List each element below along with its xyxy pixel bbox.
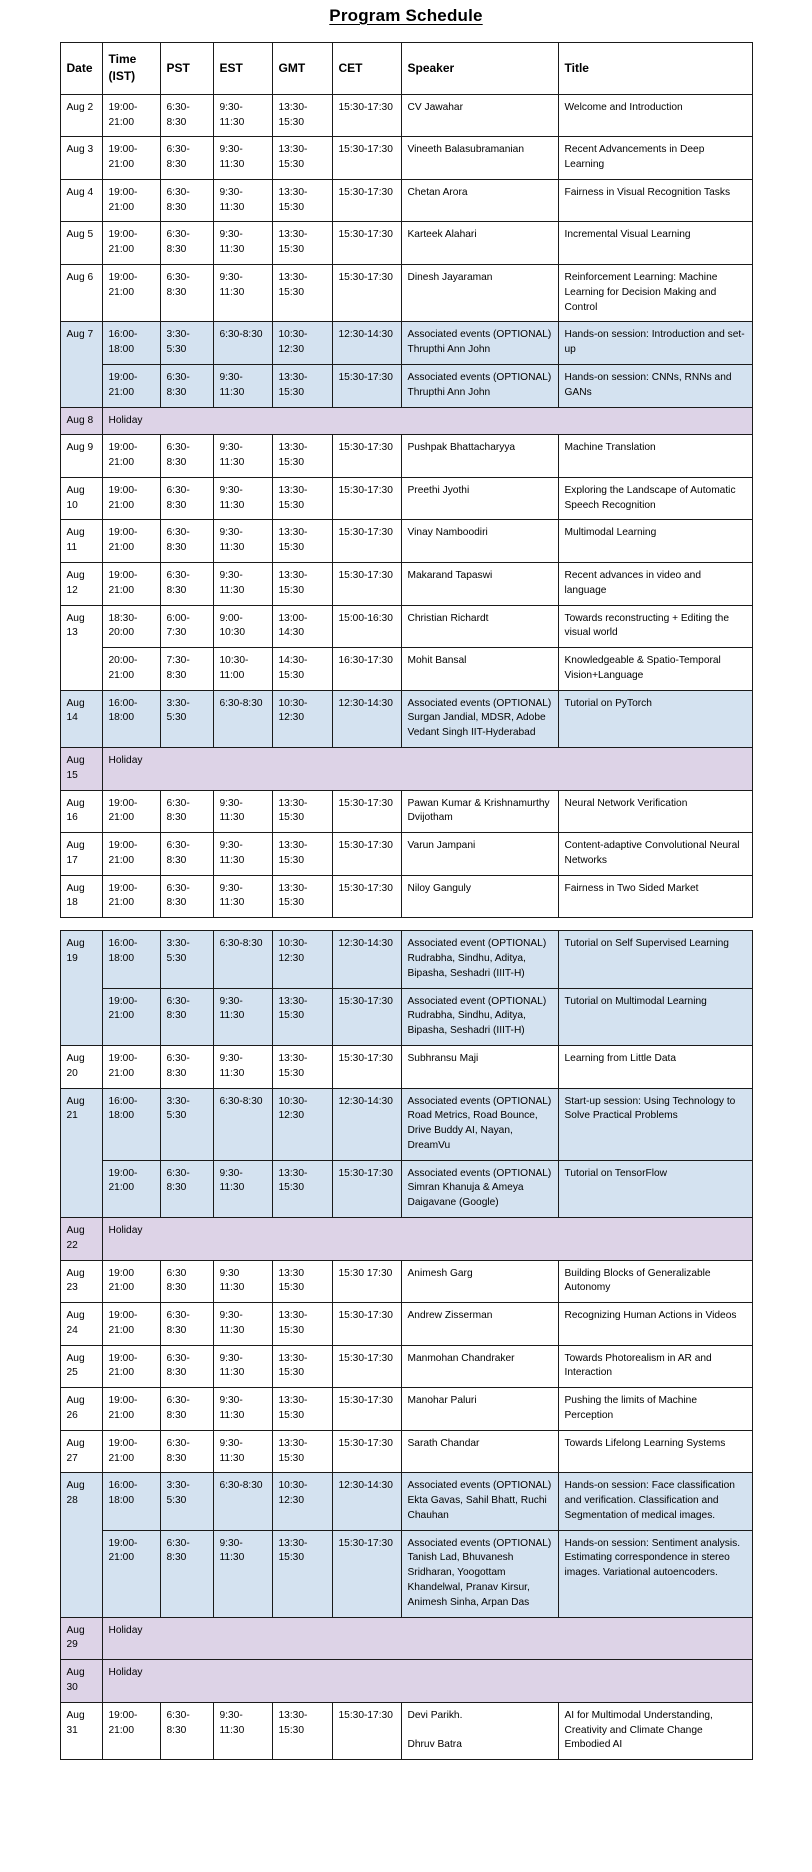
cell-time-ist: 19:00-21:00 [102, 477, 160, 520]
cell-gmt: 13:30-15:30 [272, 435, 332, 478]
cell-pst: 3:30-5:30 [160, 322, 213, 365]
cell-gmt: 13:30-15:30 [272, 1045, 332, 1088]
cell-time-ist: 19:00-21:00 [102, 1160, 160, 1217]
cell-pst: 6:30-8:30 [160, 94, 213, 137]
table-row [60, 1702, 752, 1759]
cell-pst: 3:30-5:30 [160, 931, 213, 988]
table-row [60, 748, 752, 791]
cell-pst: 3:30-5:30 [160, 1088, 213, 1160]
cell-pst: 6:30-8:30 [160, 435, 213, 478]
cell-gmt: 13:30-15:30 [272, 1303, 332, 1346]
cell-cet: 15:30-17:30 [332, 875, 401, 918]
cell-cet: 15:30-17:30 [332, 435, 401, 478]
cell-est: 10:30-11:00 [213, 648, 272, 691]
table-row [60, 833, 752, 876]
cell-gmt: 13:30-15:30 [272, 137, 332, 180]
cell-gmt: 13:30-15:30 [272, 1430, 332, 1473]
cell-est: 6:30-8:30 [213, 931, 272, 988]
cell-title: Hands-on session: Sentiment analysis. Estimating correspondence in stereo images. Variational autoencoders. [558, 1530, 752, 1617]
table-row [60, 477, 752, 520]
cell-gmt: 13:00-14:30 [272, 605, 332, 648]
cell-est: 9:30-11:30 [213, 1345, 272, 1388]
cell-date: Aug 12 [60, 562, 102, 605]
cell-gmt: 14:30-15:30 [272, 648, 332, 691]
cell-cet: 15:30-17:30 [332, 265, 401, 322]
cell-title: Reinforcement Learning: Machine Learning for Decision Making and Control [558, 265, 752, 322]
table-row [60, 520, 752, 563]
cell-pst: 6:30-8:30 [160, 1160, 213, 1217]
cell-title: Start-up session: Using Technology to Solve Practical Problems [558, 1088, 752, 1160]
cell-speaker: Subhransu Maji [401, 1045, 558, 1088]
cell-est: 6:30-8:30 [213, 322, 272, 365]
cell-est: 9:30-11:30 [213, 179, 272, 222]
cell-speaker: Associated events (OPTIONAL) Surgan Jandial, MDSR, Adobe Vedant Singh IIT-Hyderabad [401, 690, 558, 747]
cell-pst: 6:30 8:30 [160, 1260, 213, 1303]
cell-pst: 6:30-8:30 [160, 1303, 213, 1346]
cell-title: Towards Lifelong Learning Systems [558, 1430, 752, 1473]
cell-est: 9:30-11:30 [213, 1702, 272, 1759]
cell-cet: 15:30-17:30 [332, 1530, 401, 1617]
cell-gmt: 13:30 15:30 [272, 1260, 332, 1303]
cell-title: Towards reconstructing + Editing the visual world [558, 605, 752, 648]
cell-date: Aug 26 [60, 1388, 102, 1431]
cell-speaker: Pawan Kumar & Krishnamurthy Dvijotham [401, 790, 558, 833]
table-row [60, 1045, 752, 1088]
table-row [60, 1088, 752, 1160]
cell-gmt: 13:30-15:30 [272, 1702, 332, 1759]
cell-date: Aug 10 [60, 477, 102, 520]
table-row [60, 179, 752, 222]
cell-date: Aug 22 [60, 1217, 102, 1260]
cell-speaker: Vinay Namboodiri [401, 520, 558, 563]
table-row [60, 407, 752, 435]
table-row [60, 875, 752, 918]
table-row [60, 1473, 752, 1530]
col-header-time-ist: Time (IST) [102, 43, 160, 95]
cell-title: Knowledgeable & Spatio-Temporal Vision+Language [558, 648, 752, 691]
cell-time-ist: 16:00-18:00 [102, 322, 160, 365]
cell-date: Aug 7 [60, 322, 102, 407]
cell-title: Hands-on session: Introduction and set-up [558, 322, 752, 365]
cell-speaker: Associated event (OPTIONAL) Rudrabha, Sindhu, Aditya, Bipasha, Seshadri (IIIT-H) [401, 988, 558, 1045]
cell-title: Pushing the limits of Machine Perception [558, 1388, 752, 1431]
cell-est: 9:30-11:30 [213, 988, 272, 1045]
cell-time-ist: 19:00-21:00 [102, 520, 160, 563]
table-row [60, 605, 752, 648]
cell-title: Welcome and Introduction [558, 94, 752, 137]
cell-time-ist: 19:00-21:00 [102, 179, 160, 222]
cell-title: Multimodal Learning [558, 520, 752, 563]
cell-gmt: 10:30-12:30 [272, 931, 332, 988]
cell-gmt: 13:30-15:30 [272, 1345, 332, 1388]
table-row [60, 265, 752, 322]
cell-time-ist: 19:00 21:00 [102, 1260, 160, 1303]
cell-title: Tutorial on Multimodal Learning [558, 988, 752, 1045]
cell-cet: 15:30-17:30 [332, 520, 401, 563]
table-row [60, 931, 752, 988]
table-row [60, 988, 752, 1045]
cell-speaker: Christian Richardt [401, 605, 558, 648]
cell-date: Aug 27 [60, 1430, 102, 1473]
cell-date: Aug 11 [60, 520, 102, 563]
cell-holiday: Holiday [102, 1217, 752, 1260]
cell-est: 9:30-11:30 [213, 265, 272, 322]
cell-est: 9:30-11:30 [213, 1430, 272, 1473]
cell-speaker: Animesh Garg [401, 1260, 558, 1303]
cell-date: Aug 31 [60, 1702, 102, 1759]
cell-est: 9:30-11:30 [213, 477, 272, 520]
cell-speaker: Devi Parikh. Dhruv Batra [401, 1702, 558, 1759]
cell-est: 9:30-11:30 [213, 1045, 272, 1088]
cell-pst: 6:30-8:30 [160, 222, 213, 265]
cell-holiday: Holiday [102, 1617, 752, 1660]
cell-cet: 15:30-17:30 [332, 222, 401, 265]
cell-title: Tutorial on TensorFlow [558, 1160, 752, 1217]
cell-est: 9:30-11:30 [213, 790, 272, 833]
cell-speaker: Sarath Chandar [401, 1430, 558, 1473]
cell-est: 9:30-11:30 [213, 1388, 272, 1431]
table-row [60, 1303, 752, 1346]
cell-date: Aug 24 [60, 1303, 102, 1346]
cell-title: Fairness in Two Sided Market [558, 875, 752, 918]
cell-speaker: Associated events (OPTIONAL) Tanish Lad, Bhuvanesh Sridharan, Yoogottam Khandelwal, Pranav Kirsur, Animesh Sinha, Arpan Das [401, 1530, 558, 1617]
cell-cet: 15:30-17:30 [332, 179, 401, 222]
cell-est: 9:30-11:30 [213, 364, 272, 407]
cell-pst: 6:30-8:30 [160, 833, 213, 876]
cell-gmt: 10:30-12:30 [272, 322, 332, 365]
cell-cet: 16:30-17:30 [332, 648, 401, 691]
cell-cet: 12:30-14:30 [332, 1473, 401, 1530]
table-row [60, 1345, 752, 1388]
cell-title: Recent advances in video and language [558, 562, 752, 605]
cell-pst: 6:00-7:30 [160, 605, 213, 648]
cell-date: Aug 9 [60, 435, 102, 478]
cell-date: Aug 17 [60, 833, 102, 876]
cell-speaker: Chetan Arora [401, 179, 558, 222]
cell-cet: 15:30 17:30 [332, 1260, 401, 1303]
cell-time-ist: 19:00-21:00 [102, 435, 160, 478]
cell-gmt: 13:30-15:30 [272, 1388, 332, 1431]
cell-date: Aug 13 [60, 605, 102, 690]
cell-cet: 15:30-17:30 [332, 562, 401, 605]
cell-time-ist: 19:00-21:00 [102, 875, 160, 918]
cell-speaker: Associated events (OPTIONAL) Ekta Gavas, Sahil Bhatt, Ruchi Chauhan [401, 1473, 558, 1530]
cell-time-ist: 19:00-21:00 [102, 364, 160, 407]
cell-gmt: 13:30-15:30 [272, 875, 332, 918]
cell-time-ist: 19:00-21:00 [102, 137, 160, 180]
cell-time-ist: 16:00-18:00 [102, 1088, 160, 1160]
cell-speaker: Mohit Bansal [401, 648, 558, 691]
cell-est: 9:30-11:30 [213, 435, 272, 478]
cell-pst: 6:30-8:30 [160, 562, 213, 605]
cell-date: Aug 5 [60, 222, 102, 265]
cell-gmt: 10:30-12:30 [272, 1473, 332, 1530]
cell-est: 9:30-11:30 [213, 94, 272, 137]
table-row [60, 1217, 752, 1260]
cell-speaker: Associated events (OPTIONAL) Thrupthi Ann John [401, 322, 558, 365]
table-row [60, 1260, 752, 1303]
cell-date: Aug 3 [60, 137, 102, 180]
table-row [60, 1430, 752, 1473]
cell-est: 9:30 11:30 [213, 1260, 272, 1303]
cell-time-ist: 19:00-21:00 [102, 1702, 160, 1759]
cell-speaker: Pushpak Bhattacharyya [401, 435, 558, 478]
cell-time-ist: 20:00-21:00 [102, 648, 160, 691]
table-row [60, 1160, 752, 1217]
cell-title: Learning from Little Data [558, 1045, 752, 1088]
cell-est: 9:30-11:30 [213, 833, 272, 876]
cell-speaker: Varun Jampani [401, 833, 558, 876]
cell-speaker: Manohar Paluri [401, 1388, 558, 1431]
cell-title: Towards Photorealism in AR and Interaction [558, 1345, 752, 1388]
table-row [60, 1660, 752, 1703]
cell-speaker: Makarand Tapaswi [401, 562, 558, 605]
cell-gmt: 13:30-15:30 [272, 265, 332, 322]
cell-cet: 15:30-17:30 [332, 1388, 401, 1431]
cell-cet: 12:30-14:30 [332, 690, 401, 747]
cell-holiday: Holiday [102, 748, 752, 791]
cell-title: Recent Advancements in Deep Learning [558, 137, 752, 180]
table-row [60, 690, 752, 747]
cell-speaker: Manmohan Chandraker [401, 1345, 558, 1388]
cell-date: Aug 30 [60, 1660, 102, 1703]
cell-speaker: CV Jawahar [401, 94, 558, 137]
table-row [60, 790, 752, 833]
cell-pst: 6:30-8:30 [160, 1702, 213, 1759]
cell-title: Recognizing Human Actions in Videos [558, 1303, 752, 1346]
cell-time-ist: 19:00-21:00 [102, 1430, 160, 1473]
cell-date: Aug 28 [60, 1473, 102, 1617]
cell-title: Exploring the Landscape of Automatic Speech Recognition [558, 477, 752, 520]
table-row [60, 322, 752, 365]
cell-title: Content-adaptive Convolutional Neural Networks [558, 833, 752, 876]
cell-gmt: 13:30-15:30 [272, 477, 332, 520]
cell-gmt: 13:30-15:30 [272, 364, 332, 407]
cell-title: Tutorial on PyTorch [558, 690, 752, 747]
cell-pst: 6:30-8:30 [160, 1430, 213, 1473]
table-row [60, 1388, 752, 1431]
cell-pst: 7:30-8:30 [160, 648, 213, 691]
table-row [60, 562, 752, 605]
col-header-pst: PST [160, 43, 213, 95]
header-row [60, 43, 752, 95]
cell-time-ist: 16:00-18:00 [102, 690, 160, 747]
cell-pst: 6:30-8:30 [160, 265, 213, 322]
cell-pst: 6:30-8:30 [160, 137, 213, 180]
cell-pst: 6:30-8:30 [160, 1345, 213, 1388]
cell-pst: 6:30-8:30 [160, 875, 213, 918]
cell-title: Building Blocks of Generalizable Autonomy [558, 1260, 752, 1303]
cell-holiday: Holiday [102, 1660, 752, 1703]
cell-est: 6:30-8:30 [213, 1473, 272, 1530]
col-header-speaker: Speaker [401, 43, 558, 95]
cell-est: 6:30-8:30 [213, 1088, 272, 1160]
cell-cet: 15:30-17:30 [332, 1303, 401, 1346]
cell-date: Aug 25 [60, 1345, 102, 1388]
cell-speaker: Preethi Jyothi [401, 477, 558, 520]
cell-gmt: 13:30-15:30 [272, 1530, 332, 1617]
cell-speaker: Associated events (OPTIONAL) Road Metrics, Road Bounce, Drive Buddy AI, Nayan, DreamVu [401, 1088, 558, 1160]
cell-speaker: Associated events (OPTIONAL) Thrupthi Ann John [401, 364, 558, 407]
cell-date: Aug 21 [60, 1088, 102, 1217]
cell-time-ist: 19:00-21:00 [102, 265, 160, 322]
cell-speaker: Associated event (OPTIONAL) Rudrabha, Sindhu, Aditya, Bipasha, Seshadri (IIIT-H) [401, 931, 558, 988]
cell-gmt: 13:30-15:30 [272, 562, 332, 605]
cell-time-ist: 19:00-21:00 [102, 790, 160, 833]
table-row [60, 222, 752, 265]
cell-time-ist: 19:00-21:00 [102, 988, 160, 1045]
cell-time-ist: 19:00-21:00 [102, 833, 160, 876]
cell-time-ist: 19:00-21:00 [102, 94, 160, 137]
cell-pst: 6:30-8:30 [160, 477, 213, 520]
cell-gmt: 13:30-15:30 [272, 988, 332, 1045]
cell-time-ist: 19:00-21:00 [102, 1045, 160, 1088]
cell-gmt: 13:30-15:30 [272, 520, 332, 563]
cell-date: Aug 29 [60, 1617, 102, 1660]
cell-cet: 15:30-17:30 [332, 364, 401, 407]
cell-gmt: 13:30-15:30 [272, 790, 332, 833]
cell-cet: 15:30-17:30 [332, 1160, 401, 1217]
cell-time-ist: 19:00-21:00 [102, 1303, 160, 1346]
cell-pst: 6:30-8:30 [160, 179, 213, 222]
cell-date: Aug 18 [60, 875, 102, 918]
cell-gmt: 13:30-15:30 [272, 222, 332, 265]
cell-pst: 3:30-5:30 [160, 690, 213, 747]
col-header-est: EST [213, 43, 272, 95]
col-header-cet: CET [332, 43, 401, 95]
cell-pst: 6:30-8:30 [160, 1388, 213, 1431]
cell-speaker: Andrew Zisserman [401, 1303, 558, 1346]
cell-title: Tutorial on Self Supervised Learning [558, 931, 752, 988]
cell-est: 9:30-11:30 [213, 875, 272, 918]
cell-pst: 6:30-8:30 [160, 1530, 213, 1617]
schedule-table-body-2 [60, 931, 752, 1760]
cell-est: 9:30-11:30 [213, 222, 272, 265]
cell-cet: 15:00-16:30 [332, 605, 401, 648]
cell-time-ist: 19:00-21:00 [102, 1345, 160, 1388]
table-row [60, 435, 752, 478]
schedule-table-part-1 [60, 42, 753, 918]
cell-time-ist: 19:00-21:00 [102, 222, 160, 265]
cell-pst: 6:30-8:30 [160, 520, 213, 563]
cell-est: 9:30-11:30 [213, 520, 272, 563]
cell-est: 9:30-11:30 [213, 1530, 272, 1617]
cell-gmt: 13:30-15:30 [272, 1160, 332, 1217]
col-header-title: Title [558, 43, 752, 95]
cell-speaker: Dinesh Jayaraman [401, 265, 558, 322]
cell-est: 9:30-11:30 [213, 562, 272, 605]
cell-gmt: 13:30-15:30 [272, 94, 332, 137]
table-row [60, 137, 752, 180]
cell-date: Aug 16 [60, 790, 102, 833]
cell-pst: 6:30-8:30 [160, 988, 213, 1045]
cell-cet: 15:30-17:30 [332, 1045, 401, 1088]
cell-speaker: Vineeth Balasubramanian [401, 137, 558, 180]
cell-date: Aug 19 [60, 931, 102, 1046]
table-row [60, 94, 752, 137]
col-header-date: Date [60, 43, 102, 95]
cell-pst: 3:30-5:30 [160, 1473, 213, 1530]
cell-est: 9:00-10:30 [213, 605, 272, 648]
cell-date: Aug 15 [60, 748, 102, 791]
cell-title: Fairness in Visual Recognition Tasks [558, 179, 752, 222]
cell-title: AI for Multimodal Understanding, Creativity and Climate Change Embodied AI [558, 1702, 752, 1759]
cell-time-ist: 18:30-20:00 [102, 605, 160, 648]
col-header-gmt: GMT [272, 43, 332, 95]
cell-cet: 15:30-17:30 [332, 477, 401, 520]
cell-title: Hands-on session: CNNs, RNNs and GANs [558, 364, 752, 407]
cell-time-ist: 19:00-21:00 [102, 562, 160, 605]
cell-time-ist: 16:00-18:00 [102, 931, 160, 988]
cell-cet: 12:30-14:30 [332, 931, 401, 988]
cell-speaker: Associated events (OPTIONAL) Simran Khanuja & Ameya Daigavane (Google) [401, 1160, 558, 1217]
cell-gmt: 13:30-15:30 [272, 179, 332, 222]
cell-time-ist: 16:00-18:00 [102, 1473, 160, 1530]
cell-pst: 6:30-8:30 [160, 790, 213, 833]
cell-speaker: Niloy Ganguly [401, 875, 558, 918]
cell-time-ist: 19:00-21:00 [102, 1388, 160, 1431]
cell-gmt: 13:30-15:30 [272, 833, 332, 876]
cell-est: 9:30-11:30 [213, 137, 272, 180]
cell-title: Machine Translation [558, 435, 752, 478]
table-row [60, 1530, 752, 1617]
cell-date: Aug 6 [60, 265, 102, 322]
cell-cet: 15:30-17:30 [332, 137, 401, 180]
table-row [60, 364, 752, 407]
cell-pst: 6:30-8:30 [160, 364, 213, 407]
schedule-table-header [60, 43, 752, 95]
schedule-table-body-1 [60, 94, 752, 917]
cell-date: Aug 14 [60, 690, 102, 747]
cell-pst: 6:30-8:30 [160, 1045, 213, 1088]
cell-title: Hands-on session: Face classification and verification. Classification and Segmentation of medical images. [558, 1473, 752, 1530]
cell-holiday: Holiday [102, 407, 752, 435]
cell-title: Incremental Visual Learning [558, 222, 752, 265]
cell-cet: 15:30-17:30 [332, 833, 401, 876]
cell-gmt: 10:30-12:30 [272, 690, 332, 747]
cell-est: 9:30-11:30 [213, 1303, 272, 1346]
cell-cet: 15:30-17:30 [332, 1345, 401, 1388]
table-row [60, 1617, 752, 1660]
cell-cet: 15:30-17:30 [332, 790, 401, 833]
cell-cet: 15:30-17:30 [332, 1430, 401, 1473]
cell-date: Aug 8 [60, 407, 102, 435]
cell-est: 9:30-11:30 [213, 1160, 272, 1217]
cell-cet: 15:30-17:30 [332, 1702, 401, 1759]
cell-time-ist: 19:00-21:00 [102, 1530, 160, 1617]
cell-date: Aug 4 [60, 179, 102, 222]
cell-date: Aug 23 [60, 1260, 102, 1303]
cell-title: Neural Network Verification [558, 790, 752, 833]
page-title: Program Schedule [329, 6, 483, 25]
cell-date: Aug 2 [60, 94, 102, 137]
table-row [60, 648, 752, 691]
cell-est: 6:30-8:30 [213, 690, 272, 747]
cell-gmt: 10:30-12:30 [272, 1088, 332, 1160]
cell-cet: 15:30-17:30 [332, 988, 401, 1045]
cell-cet: 15:30-17:30 [332, 94, 401, 137]
cell-speaker: Karteek Alahari [401, 222, 558, 265]
cell-date: Aug 20 [60, 1045, 102, 1088]
cell-cet: 12:30-14:30 [332, 1088, 401, 1160]
schedule-table-part-2 [60, 930, 753, 1760]
cell-cet: 12:30-14:30 [332, 322, 401, 365]
